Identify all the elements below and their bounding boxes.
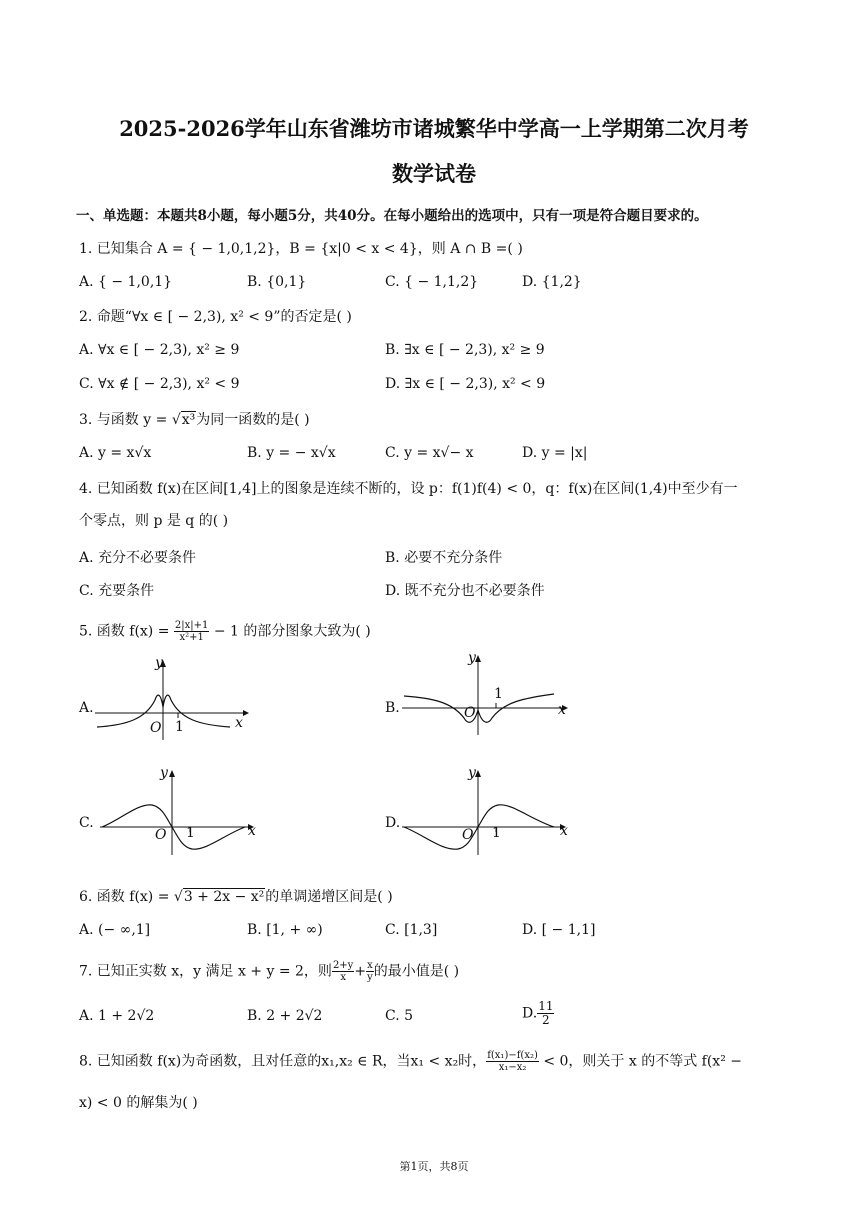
q5-fraction-den: x²+1 <box>179 632 204 643</box>
section-heading: 一、单选题：本题共8小题，每小题5分，共40分。在每小题给出的选项中，只有一项是符合题目要求的。 <box>76 208 708 224</box>
q7-plus: + <box>354 963 367 980</box>
q6-stem-post: 的单调递增区间是( ) <box>265 889 393 905</box>
question-3-stem <box>79 411 310 429</box>
q5-stem-pre: 5. 函数 f(x) = <box>79 623 174 640</box>
q5-graph-b <box>402 650 572 735</box>
q5-graph-c-x: x <box>248 823 256 839</box>
q5-graph-a-y: y <box>155 655 163 671</box>
q5-graph-d <box>402 765 572 855</box>
q7-option-b: B. 2 + 2√2 <box>247 1008 323 1024</box>
title-line-1: 2025-2026学年山东省潍坊市诸城繁华中学高一上学期第二次月考 <box>119 116 749 141</box>
q3-sqrt-content: x³ <box>181 412 196 428</box>
q7-stem-post: 的最小值是( ) <box>373 963 460 980</box>
title-line-2: 数学试卷 <box>392 161 476 186</box>
q8-fraction <box>486 1050 539 1073</box>
q6-sqrt-content: 3 + 2x − x² <box>183 889 265 905</box>
q5-graph-a-x: x <box>235 715 243 731</box>
q2-option-d: D. ∃x ∈ [ − 2,3), x² < 9 <box>385 376 546 392</box>
q5-graph-c <box>100 765 260 855</box>
question-5-stem <box>79 620 371 643</box>
q4-option-c: C. 充要条件 <box>79 583 155 599</box>
q7-fraction-2-den: y <box>367 972 373 983</box>
q7-fraction-1-den: x <box>340 972 346 983</box>
q5-graph-b-x: x <box>558 702 566 718</box>
q7-stem-pre: 7. 已知正实数 x，y 满足 x + y = 2，则 <box>79 963 332 980</box>
q7-fraction-2 <box>366 960 374 983</box>
q7-fraction-1 <box>332 960 354 983</box>
q5-option-a-label: A. <box>79 700 94 716</box>
q6-stem-pre: 6. 函数 f(x) = <box>79 889 174 905</box>
q8-stem-post: < 0，则关于 x 的不等式 f(x² − <box>538 1053 742 1070</box>
q3-option-d: D. y = |x| <box>522 445 588 461</box>
q5-graph-b-one: 1 <box>494 686 503 702</box>
q5-graph-a-o: O <box>150 720 162 736</box>
q1-option-d: D. {1,2} <box>522 274 582 290</box>
q7-option-d <box>522 1000 554 1027</box>
q3-stem-post: 为同一函数的是( ) <box>196 412 310 428</box>
q3-sqrt-radical: √ <box>171 412 181 428</box>
q6-option-a: A. (− ∞,1] <box>79 922 151 938</box>
q3-option-a: A. y = x√x <box>79 445 152 461</box>
q5-graph-d-y: y <box>468 765 476 781</box>
question-1-stem: 1. 已知集合 A = { − 1,0,1,2}，B = {x|0 < x < 4}，则 A ∩ B =( ) <box>79 241 523 257</box>
q1-option-c: C. { − 1,1,2} <box>385 274 479 290</box>
q5-option-b-label: B. <box>385 700 400 716</box>
q5-graph-a <box>95 655 255 740</box>
q5-graph-c-o: O <box>155 827 167 843</box>
q2-option-a: A. ∀x ∈ [ − 2,3), x² ≥ 9 <box>79 342 240 358</box>
q5-graph-b-o: O <box>464 705 476 721</box>
q3-option-c: C. y = x√− x <box>385 445 474 461</box>
q8-fraction-den: x₁−x₂ <box>498 1062 527 1073</box>
question-4-stem-line2: 个零点，则 p 是 q 的( ) <box>79 513 229 529</box>
q4-option-a: A. 充分不必要条件 <box>79 550 197 566</box>
page-footer: 第1页，共8页 <box>399 1160 469 1173</box>
q1-option-b: B. {0,1} <box>247 274 307 290</box>
q5-graph-d-x: x <box>560 823 568 839</box>
q5-stem-post: − 1 的部分图象大致为( ) <box>209 623 371 640</box>
question-7-stem <box>79 960 459 983</box>
q5-graph-d-o: O <box>462 827 474 843</box>
q2-option-b: B. ∃x ∈ [ − 2,3), x² ≥ 9 <box>385 342 545 358</box>
q5-graph-a-one: 1 <box>175 719 184 735</box>
q2-option-c: C. ∀x ∉ [ − 2,3), x² < 9 <box>79 376 240 392</box>
question-8-stem <box>79 1050 742 1073</box>
q6-option-d: D. [ − 1,1] <box>522 922 596 938</box>
q4-option-b: B. 必要不充分条件 <box>385 550 503 566</box>
q6-option-b: B. [1, + ∞) <box>247 922 323 938</box>
q5-graph-c-y: y <box>160 765 168 781</box>
q5-option-c-label: C. <box>79 815 94 831</box>
q5-fraction-num: 2|x|+1 <box>174 620 209 631</box>
q7-option-d-label: D. <box>522 1005 538 1022</box>
q3-stem-pre: 3. 与函数 y = <box>79 412 172 428</box>
q7-fraction-1-num: 2+y <box>332 960 354 971</box>
q5-graph-d-one: 1 <box>492 825 501 841</box>
q7-option-a: A. 1 + 2√2 <box>79 1008 155 1024</box>
q6-sqrt-radical: √ <box>173 889 183 905</box>
q4-option-d: D. 既不充分也不必要条件 <box>385 583 545 599</box>
q6-option-c: C. [1,3] <box>385 922 438 938</box>
q8-fraction-num: f(x₁)−f(x₂) <box>487 1050 538 1061</box>
q5-option-d-label: D. <box>385 815 401 831</box>
q7-option-d-den: 2 <box>542 1013 550 1027</box>
q7-option-d-num: 11 <box>538 999 554 1013</box>
q8-stem-pre: 8. 已知函数 f(x)为奇函数，且对任意的x₁,x₂ ∈ R，当x₁ < x₂时， <box>79 1053 487 1070</box>
question-6-stem <box>79 888 393 906</box>
question-4-stem-line1: 4. 已知函数 f(x)在区间[1,4]上的图象是连续不断的，设 p：f(1)f(4) < 0，q：f(x)在区间(1,4)中至少有一 <box>79 481 738 497</box>
q7-fraction-2-num: x <box>367 960 373 971</box>
question-8-stem-line2: x) < 0 的解集为( ) <box>79 1095 198 1111</box>
q5-graph-c-one: 1 <box>186 825 195 841</box>
q1-option-a: A. { − 1,0,1} <box>79 274 173 290</box>
q5-graph-b-y: y <box>468 650 476 666</box>
question-2-stem: 2. 命题“∀x ∈ [ − 2,3), x² < 9”的否定是( ) <box>79 309 352 325</box>
q3-option-b: B. y = − x√x <box>247 445 336 461</box>
q7-option-c: C. 5 <box>385 1008 414 1024</box>
q5-fraction <box>174 620 209 643</box>
q7-option-d-fraction <box>537 1000 554 1027</box>
